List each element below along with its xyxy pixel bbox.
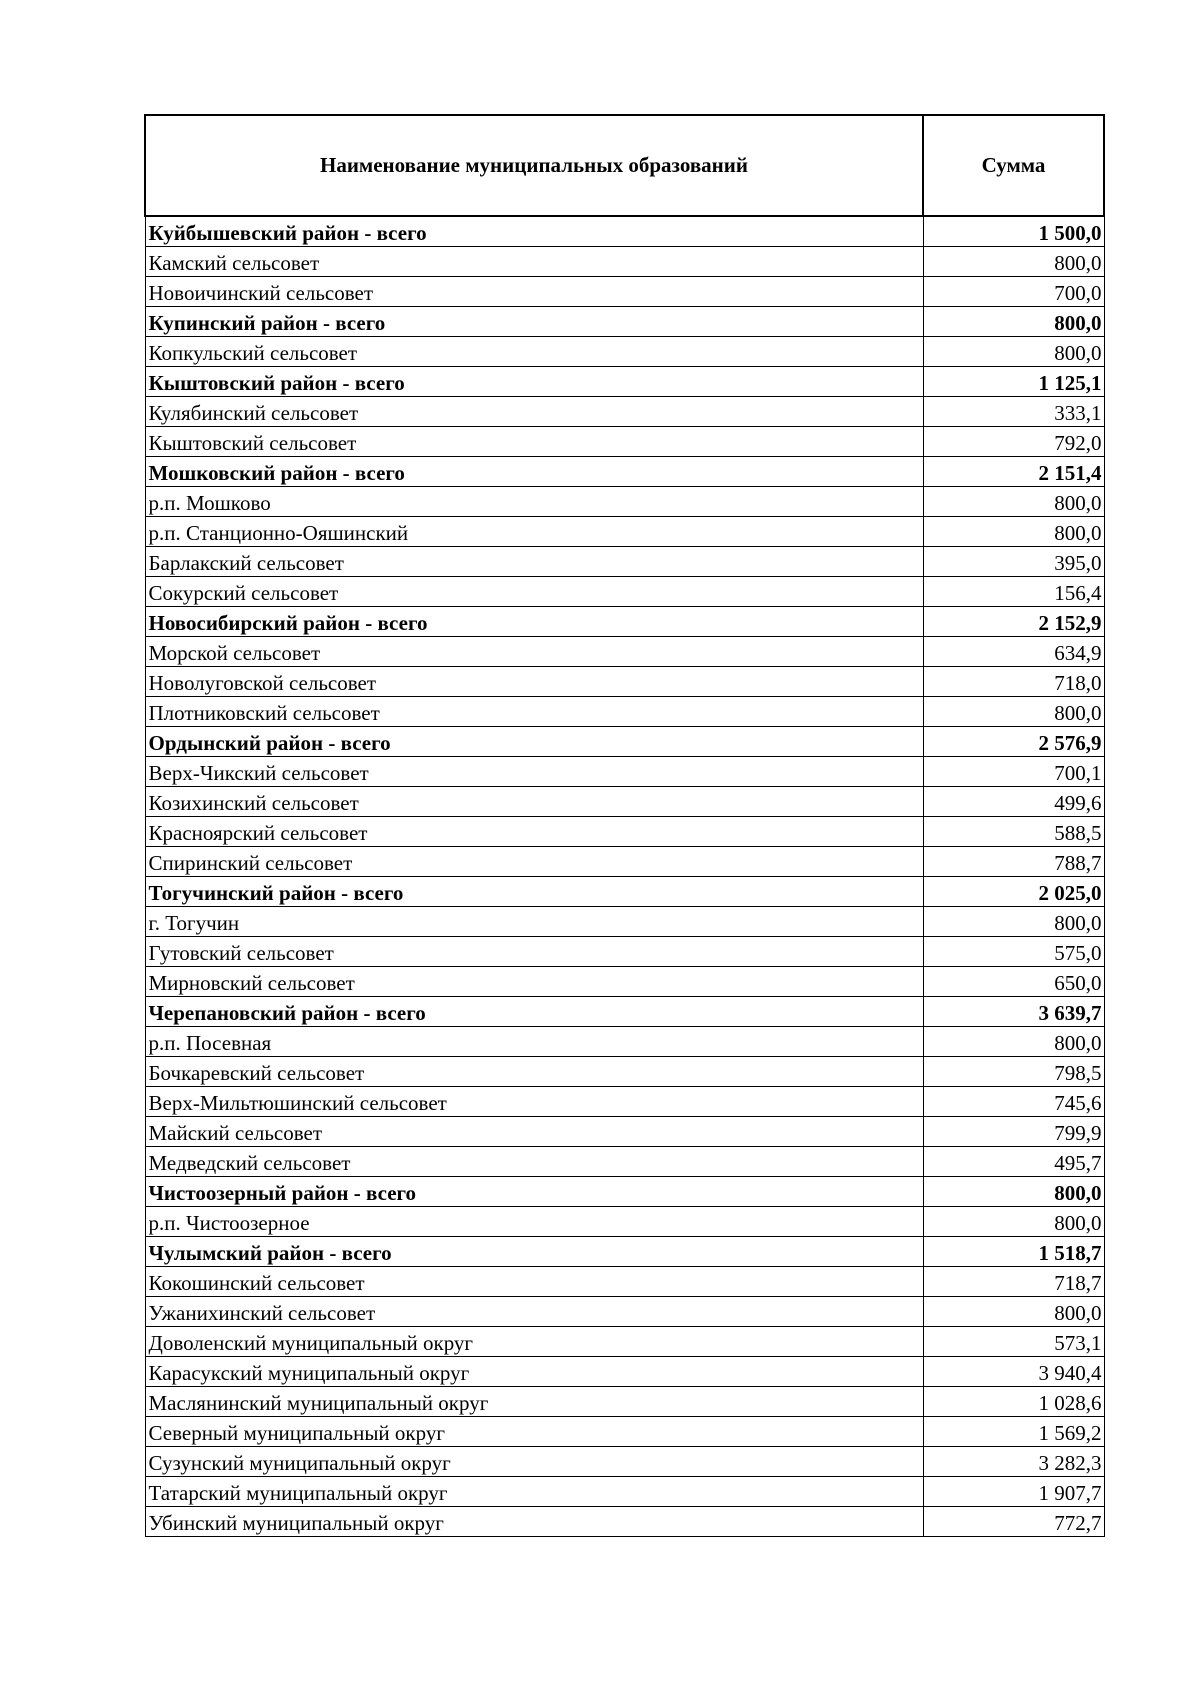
cell-name: Мошковский район - всего (145, 457, 923, 487)
cell-name: Ужанихинский сельсовет (145, 1297, 923, 1327)
cell-name: р.п. Чистоозерное (145, 1207, 923, 1237)
cell-name: Купинский район - всего (145, 307, 923, 337)
cell-sum: 1 500,0 (923, 216, 1104, 247)
cell-name: Морской сельсовет (145, 637, 923, 667)
cell-name: Карасукский муниципальный округ (145, 1357, 923, 1387)
table-row (145, 697, 1104, 727)
table-row (145, 907, 1104, 937)
cell-name: Бочкаревский сельсовет (145, 1057, 923, 1087)
table-row (145, 1447, 1104, 1477)
cell-sum: 800,0 (923, 1207, 1104, 1237)
table-row (145, 277, 1104, 307)
table-row (145, 787, 1104, 817)
table-row (145, 847, 1104, 877)
cell-sum: 333,1 (923, 397, 1104, 427)
cell-name: Мирновский сельсовет (145, 967, 923, 997)
table-row (145, 547, 1104, 577)
table-row (145, 487, 1104, 517)
table-row (145, 817, 1104, 847)
table-row (145, 1507, 1104, 1537)
table-row (145, 427, 1104, 457)
cell-name: г. Тогучин (145, 907, 923, 937)
cell-name: Кулябинский сельсовет (145, 397, 923, 427)
table-row (145, 1027, 1104, 1057)
table-row-total (145, 367, 1104, 397)
cell-sum: 800,0 (923, 307, 1104, 337)
cell-sum: 573,1 (923, 1327, 1104, 1357)
table-row (145, 1417, 1104, 1447)
cell-sum: 800,0 (923, 517, 1104, 547)
cell-name: р.п. Мошково (145, 487, 923, 517)
cell-sum: 1 518,7 (923, 1237, 1104, 1267)
cell-sum: 575,0 (923, 937, 1104, 967)
table-row (145, 637, 1104, 667)
cell-sum: 588,5 (923, 817, 1104, 847)
cell-sum: 772,7 (923, 1507, 1104, 1537)
cell-name: Северный муниципальный округ (145, 1417, 923, 1447)
cell-name: Доволенский муниципальный округ (145, 1327, 923, 1357)
table-row (145, 667, 1104, 697)
cell-name: Сузунский муниципальный округ (145, 1447, 923, 1477)
cell-name: Чистоозерный район - всего (145, 1177, 923, 1207)
cell-name: Красноярский сельсовет (145, 817, 923, 847)
cell-name: Камский сельсовет (145, 247, 923, 277)
cell-name: Козихинский сельсовет (145, 787, 923, 817)
table-row (145, 397, 1104, 427)
table-row (145, 1297, 1104, 1327)
table-row (145, 247, 1104, 277)
cell-sum: 156,4 (923, 577, 1104, 607)
cell-sum: 3 639,7 (923, 997, 1104, 1027)
cell-sum: 634,9 (923, 637, 1104, 667)
cell-name: Спиринский сельсовет (145, 847, 923, 877)
cell-name: Новосибирский район - всего (145, 607, 923, 637)
cell-sum: 800,0 (923, 907, 1104, 937)
cell-sum: 495,7 (923, 1147, 1104, 1177)
table-row (145, 517, 1104, 547)
table-row-total (145, 607, 1104, 637)
cell-sum: 718,0 (923, 667, 1104, 697)
column-header-name: Наименование муниципальных образований (145, 115, 923, 216)
cell-name: Верх-Чикский сельсовет (145, 757, 923, 787)
cell-name: Барлакский сельсовет (145, 547, 923, 577)
cell-sum: 1 569,2 (923, 1417, 1104, 1447)
cell-name: Убинский муниципальный округ (145, 1507, 923, 1537)
cell-sum: 745,6 (923, 1087, 1104, 1117)
cell-name: Гутовский сельсовет (145, 937, 923, 967)
table-row (145, 757, 1104, 787)
table-row (145, 1057, 1104, 1087)
cell-sum: 2 151,4 (923, 457, 1104, 487)
cell-sum: 800,0 (923, 487, 1104, 517)
municipal-sums-table (144, 114, 1105, 1537)
cell-sum: 395,0 (923, 547, 1104, 577)
cell-sum: 2 025,0 (923, 877, 1104, 907)
table-row (145, 1207, 1104, 1237)
table-row (145, 1477, 1104, 1507)
cell-name: Медведский сельсовет (145, 1147, 923, 1177)
table-row (145, 1117, 1104, 1147)
header-row (145, 115, 1104, 216)
cell-name: Маслянинский муниципальный округ (145, 1387, 923, 1417)
table-row (145, 1357, 1104, 1387)
table-row-total (145, 457, 1104, 487)
cell-sum: 800,0 (923, 247, 1104, 277)
table-header (145, 115, 1104, 216)
cell-name: Татарский муниципальный округ (145, 1477, 923, 1507)
cell-name: р.п. Посевная (145, 1027, 923, 1057)
cell-sum: 800,0 (923, 697, 1104, 727)
table-row (145, 1267, 1104, 1297)
cell-name: Тогучинский район - всего (145, 877, 923, 907)
cell-sum: 800,0 (923, 1027, 1104, 1057)
cell-sum: 718,7 (923, 1267, 1104, 1297)
table-row (145, 1147, 1104, 1177)
cell-sum: 650,0 (923, 967, 1104, 997)
table-row (145, 1327, 1104, 1357)
cell-sum: 1 907,7 (923, 1477, 1104, 1507)
cell-sum: 700,1 (923, 757, 1104, 787)
cell-sum: 1 125,1 (923, 367, 1104, 397)
cell-name: Сокурский сельсовет (145, 577, 923, 607)
cell-name: Черепановский район - всего (145, 997, 923, 1027)
cell-name: Ордынский район - всего (145, 727, 923, 757)
cell-sum: 800,0 (923, 1297, 1104, 1327)
cell-name: Копкульский сельсовет (145, 337, 923, 367)
table-row-total (145, 307, 1104, 337)
cell-name: Куйбышевский район - всего (145, 216, 923, 247)
table-row (145, 937, 1104, 967)
table-row (145, 1087, 1104, 1117)
cell-name: Новолуговской сельсовет (145, 667, 923, 697)
cell-sum: 499,6 (923, 787, 1104, 817)
cell-sum: 798,5 (923, 1057, 1104, 1087)
table-row (145, 577, 1104, 607)
cell-sum: 792,0 (923, 427, 1104, 457)
table-row-total (145, 997, 1104, 1027)
table-row (145, 337, 1104, 367)
cell-sum: 800,0 (923, 337, 1104, 367)
table-row-total (145, 877, 1104, 907)
cell-name: Плотниковский сельсовет (145, 697, 923, 727)
cell-name: Кыштовский район - всего (145, 367, 923, 397)
cell-name: Новоичинский сельсовет (145, 277, 923, 307)
cell-name: Кыштовский сельсовет (145, 427, 923, 457)
cell-sum: 1 028,6 (923, 1387, 1104, 1417)
cell-name: Верх-Мильтюшинский сельсовет (145, 1087, 923, 1117)
cell-sum: 2 576,9 (923, 727, 1104, 757)
table-body (145, 216, 1104, 1537)
cell-name: Чулымский район - всего (145, 1237, 923, 1267)
cell-sum: 788,7 (923, 847, 1104, 877)
cell-name: Майский сельсовет (145, 1117, 923, 1147)
cell-sum: 2 152,9 (923, 607, 1104, 637)
cell-sum: 700,0 (923, 277, 1104, 307)
cell-name: Кокошинский сельсовет (145, 1267, 923, 1297)
column-header-sum: Сумма (923, 115, 1104, 216)
table-row (145, 1387, 1104, 1417)
table-row-total (145, 1177, 1104, 1207)
table-row-total (145, 727, 1104, 757)
cell-sum: 3 282,3 (923, 1447, 1104, 1477)
cell-name: р.п. Станционно-Ояшинский (145, 517, 923, 547)
table-row-total (145, 1237, 1104, 1267)
cell-sum: 800,0 (923, 1177, 1104, 1207)
table-row-total (145, 216, 1104, 247)
cell-sum: 3 940,4 (923, 1357, 1104, 1387)
table-row (145, 967, 1104, 997)
cell-sum: 799,9 (923, 1117, 1104, 1147)
